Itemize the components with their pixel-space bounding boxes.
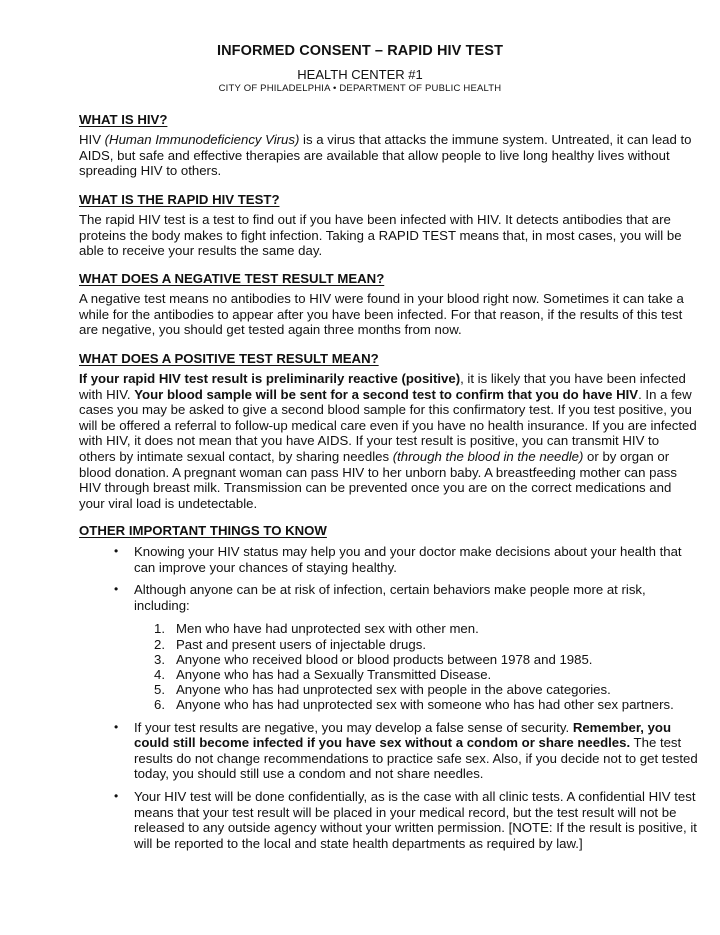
bullet-text: If your test results are negative, you may develop a false sense of security. — [134, 719, 573, 735]
bullet-list — [79, 544, 699, 851]
section-heading: WHAT DOES A NEGATIVE TEST RESULT MEAN? — [79, 271, 385, 286]
bullet-icon: • — [114, 544, 119, 558]
body-italic-text: (through the blood in the needle) — [392, 448, 584, 464]
section-other-things — [79, 523, 699, 858]
body-text: HIV — [79, 132, 105, 147]
section-positive-result — [79, 351, 699, 511]
section-heading: WHAT IS HIV? — [79, 112, 168, 127]
section-what-is-hiv — [79, 112, 699, 179]
list-item — [79, 720, 699, 782]
bullet-icon: • — [114, 582, 119, 597]
section-body: The rapid HIV test is a test to find out if you have been infected with HIV. It detects antibodies that are proteins the body makes to fight infection. Taking a RAPID TEST means that, in most cases, you will be able to receive your results the same day. — [79, 212, 682, 259]
item-number: 5. — [154, 682, 165, 698]
document-title: INFORMED CONSENT – RAPID HIV TEST — [216, 43, 504, 59]
body-bold-text: If your rapid HIV test result is preliminarily reactive (positive) — [79, 371, 461, 386]
bullet-bold-text: Remember, you could still become infected if you have sex without a condom or share needles. — [134, 719, 672, 751]
body-text: . In a few cases you may be asked to give a second blood sample for this confirmatory test. If you test positive, you will be offered a referral to follow-up medical care even if you have no health insurance. If you are infected with HIV, it does not mean that you have AIDS. If your test result is positive, you can transmit HIV to others by intimate sexual contact, by sharing needles — [79, 386, 697, 464]
section-heading: WHAT DOES A POSITIVE TEST RESULT MEAN? — [79, 351, 379, 366]
risk-list-item — [134, 621, 699, 636]
section-body: A negative test means no antibodies to HIV were found in your blood right now. Sometimes it can take a while for the antibodies to appear after you have been infected. For that reason, if the results of this test are negative, you should get tested again three months from now. — [79, 291, 684, 338]
body-italic-text: (Human Immunodeficiency Virus) — [104, 132, 300, 147]
risk-list-item — [134, 637, 699, 652]
risk-list-item — [134, 667, 699, 682]
section-body — [79, 371, 699, 511]
item-number: 2. — [154, 636, 165, 652]
section-negative-result — [79, 271, 699, 338]
list-item — [79, 582, 699, 712]
item-text: Anyone who has had unprotected sex with people in the above categories. — [176, 682, 611, 698]
section-heading: WHAT IS THE RAPID HIV TEST? — [79, 192, 280, 207]
item-number: 4. — [154, 666, 165, 682]
bullet-icon: • — [114, 788, 119, 803]
item-text: Anyone who received blood or blood products between 1978 and 1985. — [176, 651, 593, 667]
bullet-text: Although anyone can be at risk of infection, certain behaviors make people more at risk, including: — [134, 582, 646, 613]
document-subtitle: HEALTH CENTER #1 — [297, 67, 423, 82]
item-number: 1. — [154, 621, 165, 637]
item-text: Anyone who has had a Sexually Transmitted Disease. — [176, 666, 492, 682]
bullet-text: The test results do not change recommendations to practice safe sex. Also, if you decide not to get tested today, you should still use a condom and not share needles. — [134, 735, 698, 782]
bullet-icon: • — [114, 719, 119, 734]
item-text: Men who have had unprotected sex with other men. — [176, 621, 479, 637]
body-text: is a virus that attacks the immune system. Untreated, it can lead to AIDS, but safe and effective therapies are available that allow people to live long healthy lives without spreading HIV to others. — [79, 132, 692, 179]
section-heading: OTHER IMPORTANT THINGS TO KNOW — [79, 523, 327, 538]
item-text: Anyone who has had unprotected sex with someone who has had other sex partners. — [176, 697, 674, 713]
risk-list-item — [134, 652, 699, 667]
item-number: 3. — [154, 651, 165, 667]
department-line: CITY OF PHILADELPHIA • DEPARTMENT OF PUBLIC HEALTH — [218, 83, 502, 94]
section-rapid-test — [79, 192, 699, 259]
body-bold-text: Your blood sample will be sent for a second test to confirm that you do have HIV — [134, 386, 639, 402]
body-text: , it is likely that you have been infected with HIV. — [79, 371, 686, 402]
section-body — [79, 132, 699, 179]
bullet-text: Knowing your HIV status may help you and your doctor make decisions about your health that can improve your chances of staying healthy. — [134, 544, 682, 575]
risk-list-item — [134, 682, 699, 697]
bullet-text: Your HIV test will be done confidentially, as is the case with all clinic tests. A confidential HIV test means that your test result will be placed in your medical record, but the test result will not be released to any outside agency without your written permission. [NOTE: If the result is positive, it will be reported to the local and state health departments as required by law.] — [134, 788, 697, 851]
item-number: 6. — [154, 697, 165, 713]
risk-list-item — [134, 697, 699, 712]
body-text: or by organ or blood donation. A pregnant woman can pass HIV to her unborn baby. A breastfeeding mother can pass HIV through breast milk. Transmission can be prevented once you are on the correct medications and your viral load is undetectable. — [79, 448, 677, 511]
item-text: Past and present users of injectable drugs. — [176, 636, 426, 652]
risk-list — [134, 621, 699, 712]
list-item — [79, 544, 699, 575]
list-item — [79, 789, 699, 851]
